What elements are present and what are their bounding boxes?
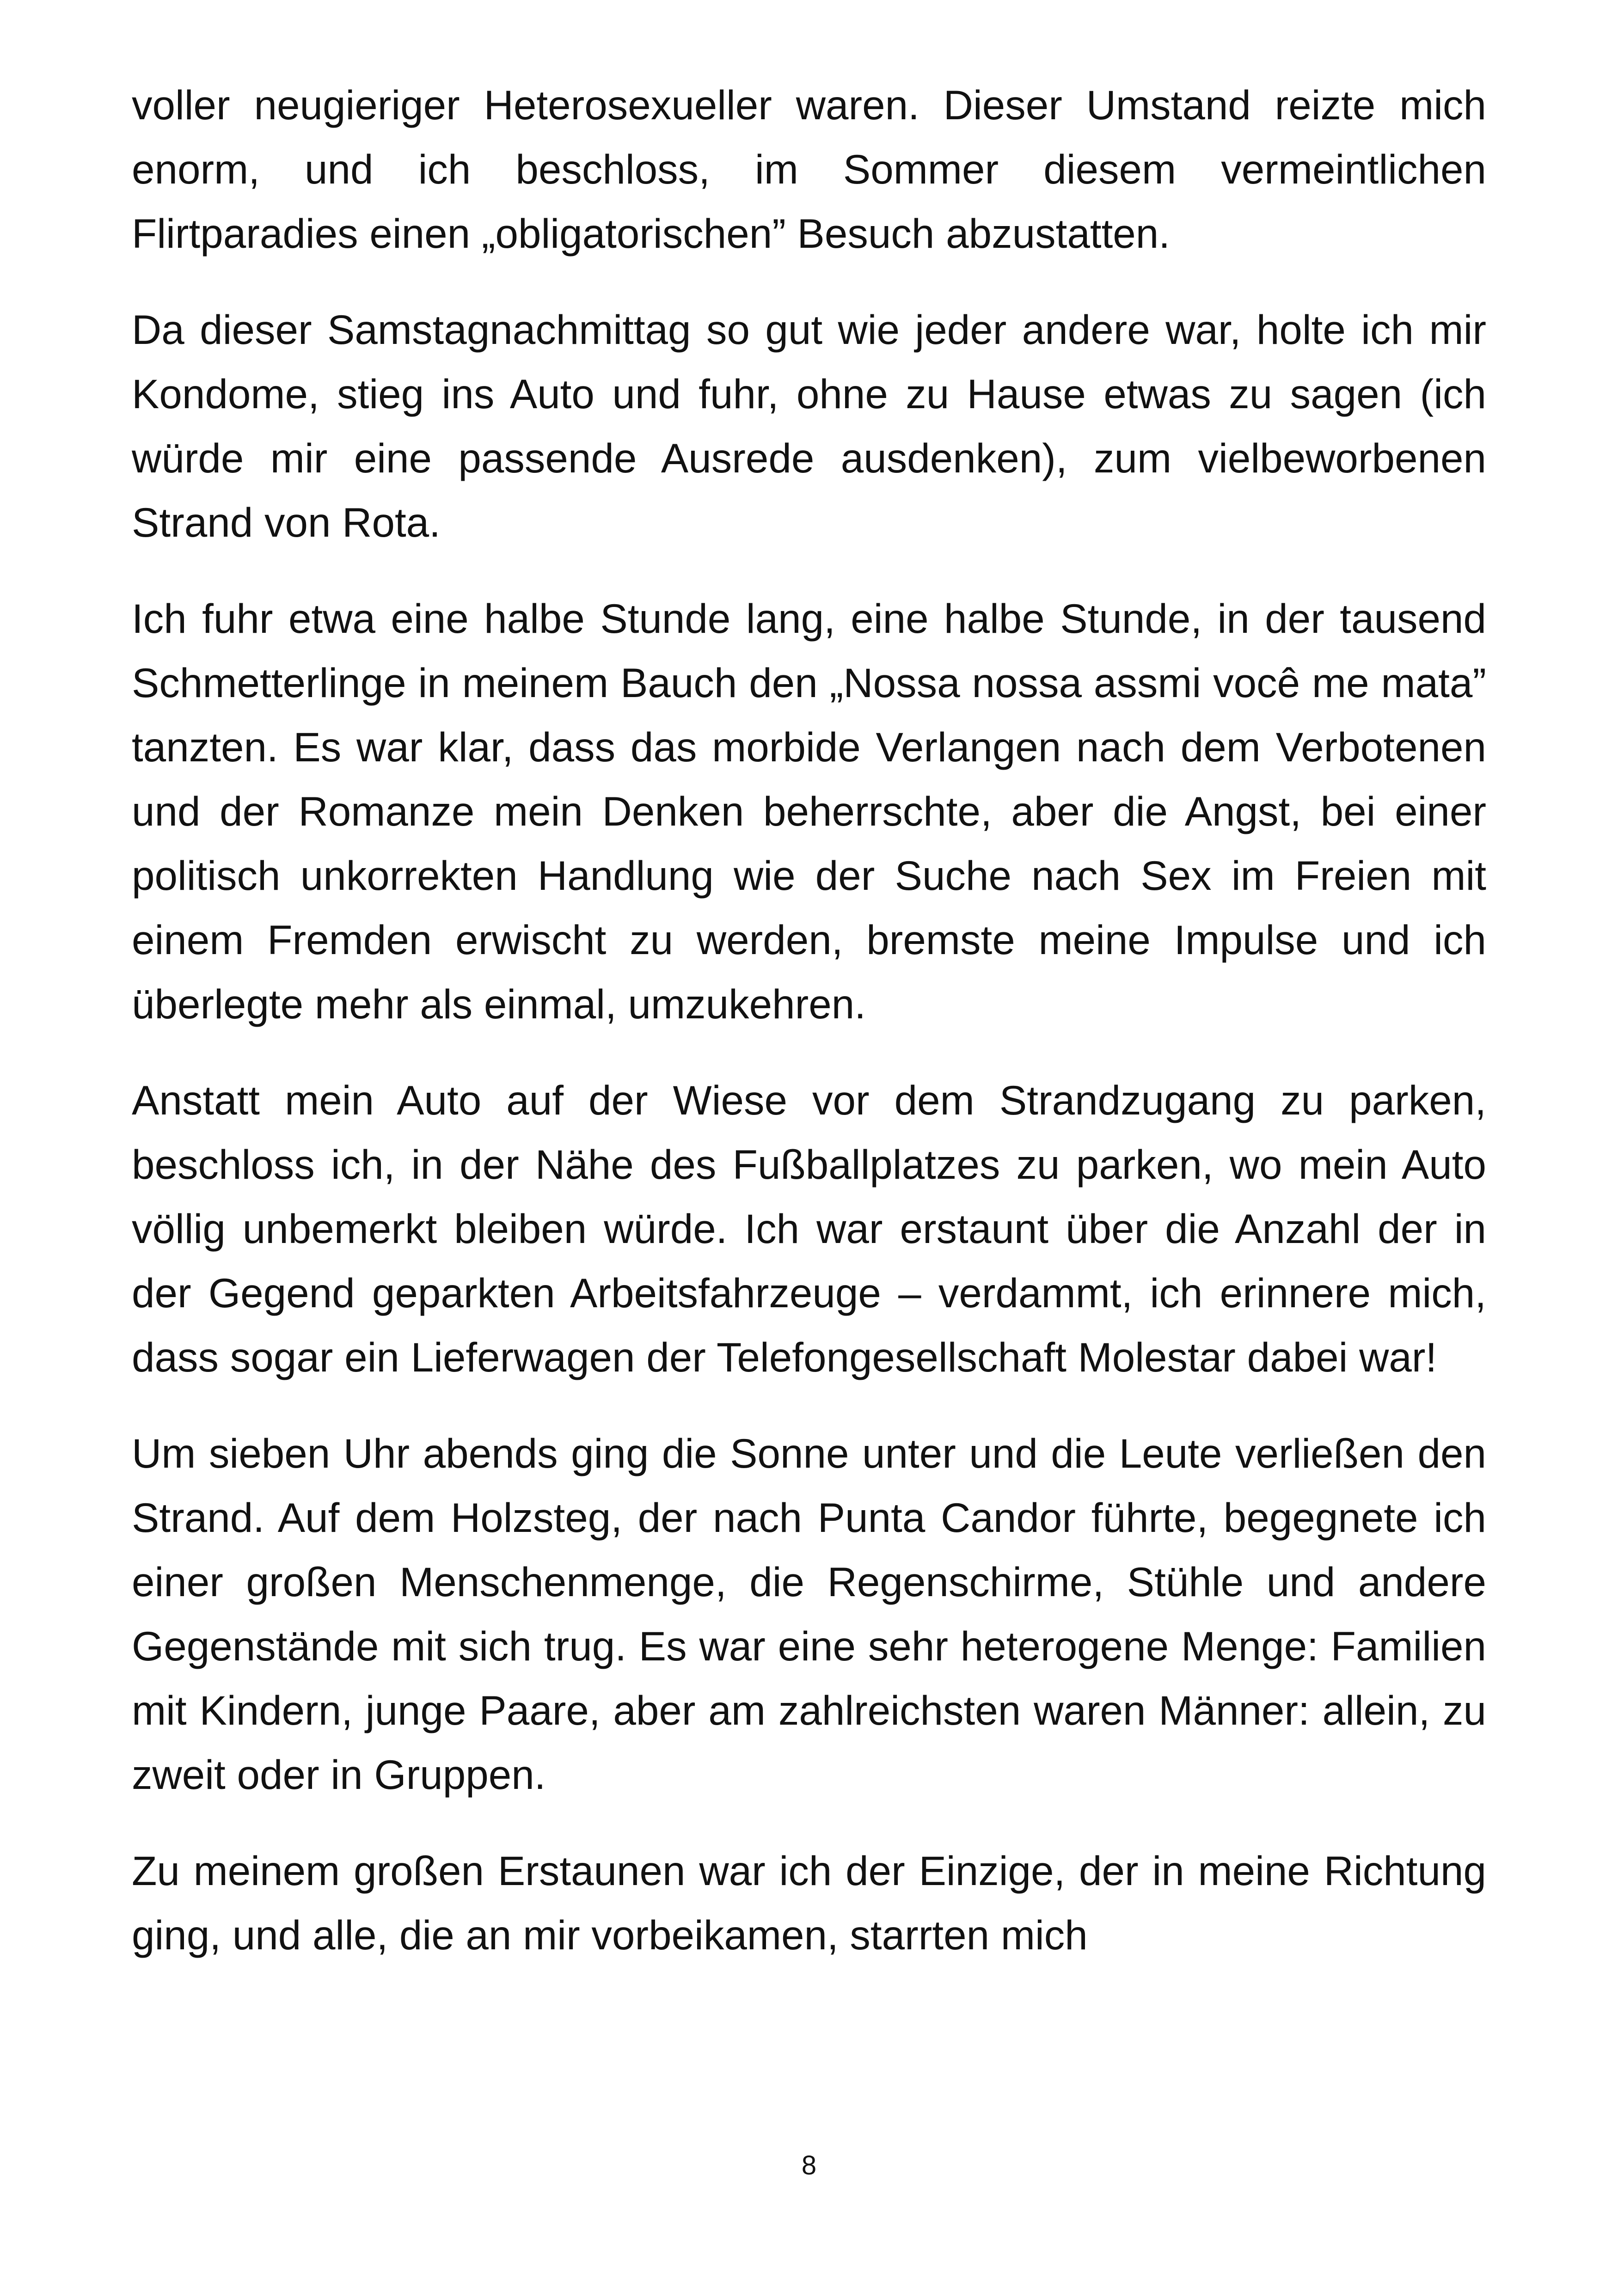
page-number: 8 [801, 2150, 817, 2180]
paragraph-3: Ich fuhr etwa eine halbe Stunde lang, eine halbe Stunde, in der tausend Schmetterlinge in meinem Bauch den „Nossa nossa assmi você me mata” tanzten. Es war klar, dass das morbide Verlangen nach dem Verbotenen und der Romanze mein Denken beherrschte, aber die Angst, bei einer politisch unkorrekten Handlung wie der Suche nach Sex im Freien mit einem Fremden erwischt zu werden, bremste meine Impulse und ich überlegte mehr als einmal, umzukehren. [132, 595, 1486, 1027]
paragraph-2: Da dieser Samstagnachmittag so gut wie jeder andere war, holte ich mir Kondome, stieg ins Auto und fuhr, ohne zu Hause etwas zu sagen (ich würde mir eine passende Ausrede ausdenken), zum vielbeworbenen Strand von Rota. [132, 306, 1486, 545]
paragraph-5: Um sieben Uhr abends ging die Sonne unter und die Leute verließen den Strand. Auf dem Holzsteg, der nach Punta Candor führte, begegnete ich einer großen Menschenmenge, die Regenschirme, Stühle und andere Gegenstände mit sich trug. Es war eine sehr heterogene Menge: Familien mit Kindern, junge Paare, aber am zahlreichsten waren Männer: allein, zu zweit oder in Gruppen. [132, 1430, 1486, 1798]
paragraph-4: Anstatt mein Auto auf der Wiese vor dem Strandzugang zu parken, beschloss ich, in der Nähe des Fußballplatzes zu parken, wo mein Auto völlig unbemerkt bleiben würde. Ich war erstaunt über die Anzahl der in der Gegend geparkten Arbeitsfahrzeuge – verdammt, ich erinnere mich, dass sogar ein Lieferwagen der Telefongesellschaft Molestar dabei war! [132, 1077, 1486, 1380]
paragraph-1: voller neugieriger Heterosexueller waren. Dieser Umstand reizte mich enorm, und ich beschloss, im Sommer diesem vermeintlichen Flirtparadies einen „obligatorischen” Besuch abzustatten. [132, 82, 1486, 257]
body-text [132, 73, 1486, 1999]
paragraph-6: Zu meinem großen Erstaunen war ich der Einzige, der in meine Richtung ging, und alle, die an mir vorbeikamen, starrten mich [132, 1848, 1486, 1958]
